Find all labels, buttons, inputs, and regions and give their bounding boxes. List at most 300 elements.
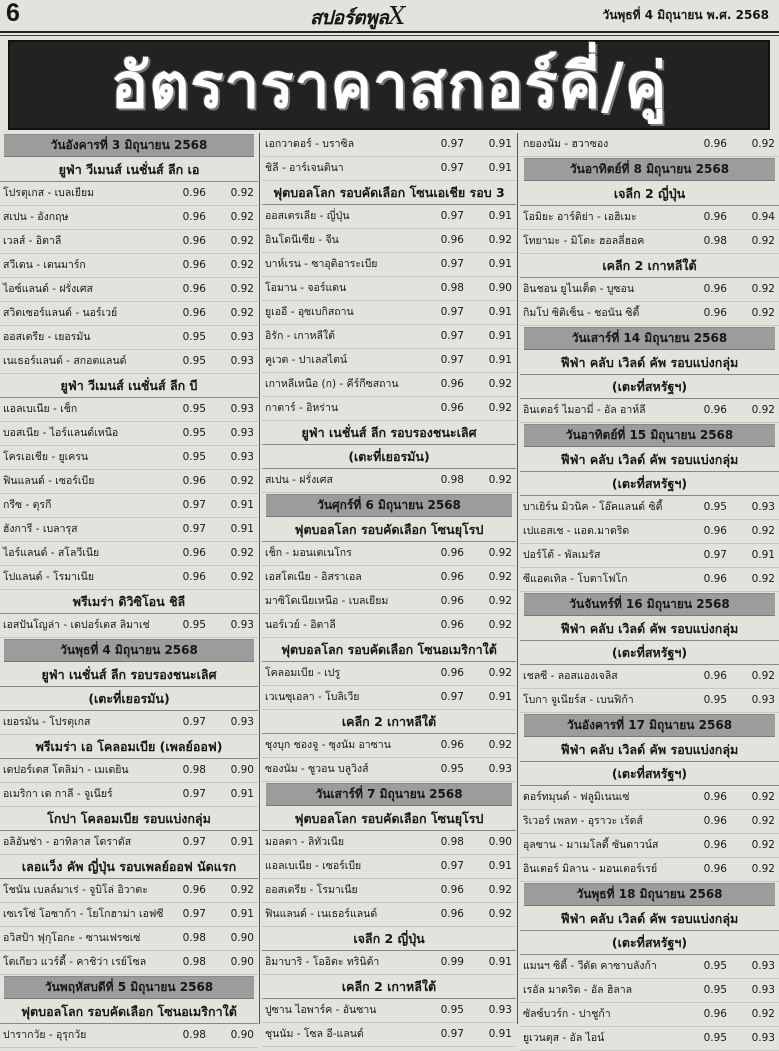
odd-odds: 0.95 [440, 1004, 464, 1016]
even-odds: 0.90 [230, 932, 254, 944]
odd-odds: 0.96 [182, 259, 206, 271]
match-row [262, 614, 516, 638]
match-name: เอสปันโญล่า - เดปอร์เตส ลิมาเช่ [3, 619, 150, 631]
match-row [0, 783, 258, 807]
even-odds: 0.91 [488, 330, 512, 342]
match-name: อินโดนีเซีย - จีน [265, 234, 339, 246]
even-odds: 0.93 [230, 716, 254, 728]
even-odds: 0.93 [751, 694, 775, 706]
match-name: โปรตุเกส - เบลเยียม [3, 187, 95, 199]
match-name: อินเตอร์ มิลาน - มอนเตอร์เรย์ [523, 863, 658, 875]
league-header: ฟุตบอลโลก รอบคัดเลือก โซนยุโรป [262, 518, 516, 542]
league-header: ยูฟ่า เนชั่นส์ ลีก รอบรองชนะเลิศ [262, 421, 516, 445]
odd-odds: 0.96 [703, 839, 727, 851]
even-odds: 0.92 [751, 525, 775, 537]
even-odds: 0.92 [751, 283, 775, 295]
match-name: ซีแอตเทิล - โบตาโฟโก [523, 573, 628, 585]
banner-title: อัตราราคาสกอร์คี่/คู่ [110, 49, 668, 122]
even-odds: 0.92 [230, 884, 254, 896]
column-3 [520, 133, 779, 1044]
date-header: วันเสาร์ที่ 14 มิถุนายน 2568 [524, 327, 775, 350]
match-row [520, 689, 779, 713]
match-name: ฟินแลนด์ - เนเธอร์แลนด์ [265, 908, 378, 920]
odd-odds: 0.95 [703, 501, 727, 513]
match-row [262, 373, 516, 397]
even-odds: 0.90 [488, 836, 512, 848]
even-odds: 0.93 [230, 403, 254, 415]
even-odds: 0.92 [751, 815, 775, 827]
match-name: ออสเตรีย - เยอรมัน [3, 331, 91, 343]
date-header: วันพุธที่ 18 มิถุนายน 2568 [524, 883, 775, 906]
odd-odds: 0.96 [182, 475, 206, 487]
match-row [0, 518, 258, 542]
match-row [0, 206, 258, 230]
even-odds: 0.92 [230, 259, 254, 271]
match-row [262, 542, 516, 566]
header-rule-thin [0, 35, 779, 36]
match-row [0, 254, 258, 278]
even-odds: 0.91 [488, 138, 512, 150]
header-rule [0, 31, 779, 33]
odd-odds: 0.98 [703, 235, 727, 247]
odd-odds: 0.96 [440, 739, 464, 751]
even-odds: 0.91 [488, 162, 512, 174]
match-row [520, 399, 779, 423]
odd-odds: 0.96 [703, 307, 727, 319]
match-row [520, 786, 779, 810]
match-name: ปอร์โต้ - พัลเมรัส [523, 549, 601, 561]
match-name: โอมิยะ อาร์ดิย่า - เอฮิเมะ [523, 211, 637, 223]
odd-odds: 0.96 [440, 619, 464, 631]
match-row [520, 568, 779, 592]
league-header: ยูฟ่า วีเมนส์ เนชั่นส์ ลีก บี [0, 374, 258, 398]
date-header: วันอาทิตย์ที่ 8 มิถุนายน 2568 [524, 158, 775, 181]
even-odds: 0.92 [751, 573, 775, 585]
match-row [262, 397, 516, 421]
odd-odds: 0.95 [182, 403, 206, 415]
odd-odds: 0.96 [703, 211, 727, 223]
match-name: ไอร์แลนด์ - สโลวีเนีย [3, 547, 100, 559]
match-name: ฮังการี - เบลารุส [3, 523, 78, 535]
league-header: ฟีฟ่า คลับ เวิลด์ คัพ รอบแบ่งกลุ่ม [520, 738, 779, 762]
match-name: สเปน - ฝรั่งเศส [265, 474, 333, 486]
match-name: ออสเตรเลีย - ญี่ปุ่น [265, 210, 350, 222]
match-name: อินเตอร์ ไมอามี่ - อัล อาห์ลี [523, 404, 646, 416]
date-header: วันเสาร์ที่ 7 มิถุนายน 2568 [266, 783, 512, 806]
match-name: ชุนนัม - โซล อี-แลนด์ [265, 1028, 364, 1040]
date-header: วันพฤหัสบดีที่ 5 มิถุนายน 2568 [4, 976, 254, 999]
match-name: ออสเตรีย - โรมาเนีย [265, 884, 358, 896]
match-row [0, 614, 258, 638]
match-row [520, 858, 779, 882]
league-header: ฟีฟ่า คลับ เวิลด์ คัพ รอบแบ่งกลุ่ม [520, 907, 779, 931]
date-header: วันศุกร์ที่ 6 มิถุนายน 2568 [266, 494, 512, 517]
match-row [520, 955, 779, 979]
match-row [262, 133, 516, 157]
odd-odds: 0.97 [440, 1028, 464, 1040]
even-odds: 0.92 [230, 307, 254, 319]
even-odds: 0.92 [230, 235, 254, 247]
match-row [262, 999, 516, 1023]
match-name: ซัลซ์บวร์ก - ปาชูก้า [523, 1008, 611, 1020]
match-row [520, 520, 779, 544]
even-odds: 0.90 [230, 764, 254, 776]
odd-odds: 0.97 [182, 908, 206, 920]
match-row [0, 566, 258, 590]
even-odds: 0.92 [488, 571, 512, 583]
match-name: ไอซ์แลนด์ - ฝรั่งเศส [3, 283, 93, 295]
match-name: กิมโป ซิติเซ็น - ชอนัน ซิตี้ [523, 307, 640, 319]
odd-odds: 0.96 [440, 547, 464, 559]
even-odds: 0.92 [488, 595, 512, 607]
match-row [262, 686, 516, 710]
even-odds: 0.93 [488, 763, 512, 775]
odd-odds: 0.97 [703, 549, 727, 561]
even-odds: 0.92 [488, 378, 512, 390]
odd-odds: 0.98 [440, 836, 464, 848]
match-name: กรีซ - ตุรกี [3, 499, 52, 511]
match-name: ชิลี - อาร์เจนตินา [265, 162, 344, 174]
match-name: เอกวาดอร์ - บราซิล [265, 138, 355, 150]
column-1 [0, 133, 258, 1041]
match-row [262, 855, 516, 879]
match-row [262, 662, 516, 686]
odd-odds: 0.97 [440, 354, 464, 366]
match-row [0, 422, 258, 446]
even-odds: 0.91 [488, 354, 512, 366]
match-name: เยอรมัน - โปรตุเกส [3, 716, 91, 728]
logo-text: สปอร์ตพูล [310, 7, 389, 29]
odd-odds: 0.96 [182, 547, 206, 559]
match-name: สวิตเซอร์แลนด์ - นอร์เวย์ [3, 307, 118, 319]
match-name: เชลซี - ลอสแองเจลิส [523, 670, 618, 682]
odd-odds: 0.97 [440, 258, 464, 270]
date-header: วันอังคารที่ 17 มิถุนายน 2568 [524, 714, 775, 737]
league-header: ฟีฟ่า คลับ เวิลด์ คัพ รอบแบ่งกลุ่ม [520, 448, 779, 472]
even-odds: 0.92 [230, 475, 254, 487]
match-row [262, 566, 516, 590]
league-header: (เตะที่เยอรมัน) [0, 687, 258, 711]
match-name: โคลอมเบีย - เปรู [265, 667, 341, 679]
even-odds: 0.91 [488, 860, 512, 872]
even-odds: 0.92 [751, 863, 775, 875]
even-odds: 0.93 [488, 1004, 512, 1016]
match-row [0, 398, 258, 422]
odd-odds: 0.95 [703, 960, 727, 972]
match-row [0, 951, 258, 975]
odd-odds: 0.97 [182, 716, 206, 728]
match-row [520, 206, 779, 230]
match-row [520, 230, 779, 254]
odd-odds: 0.98 [182, 932, 206, 944]
odd-odds: 0.96 [440, 378, 464, 390]
odd-odds: 0.95 [182, 355, 206, 367]
even-odds: 0.93 [751, 1032, 775, 1044]
league-header: (เตะที่สหรัฐฯ) [520, 641, 779, 665]
even-odds: 0.93 [230, 619, 254, 631]
match-name: ยูเออี - อุซเบกิสถาน [265, 306, 354, 318]
date-header: วันพุธที่ 4 มิถุนายน 2568 [4, 639, 254, 662]
match-row [0, 446, 258, 470]
league-header: พรีเมร่า ดิวิซิโอน ชิลี [0, 590, 258, 614]
match-name: คูเวต - ปาเลสไตน์ [265, 354, 348, 366]
match-name: มาซิโดเนียเหนือ - เบลเยียม [265, 595, 389, 607]
match-name: เกาหลีเหนือ (ก) - คีร์กีซสถาน [265, 378, 399, 390]
league-header: (เตะที่เยอรมัน) [262, 445, 516, 469]
date-header: วันอาทิตย์ที่ 15 มิถุนายน 2568 [524, 424, 775, 447]
even-odds: 0.91 [230, 523, 254, 535]
match-name: เนเธอร์แลนด์ - สกอตแลนด์ [3, 355, 127, 367]
odd-odds: 0.96 [703, 283, 727, 295]
odd-odds: 0.95 [703, 1032, 727, 1044]
match-row [0, 182, 258, 206]
match-row [262, 301, 516, 325]
even-odds: 0.92 [751, 791, 775, 803]
odd-odds: 0.96 [440, 667, 464, 679]
match-row [0, 494, 258, 518]
odd-odds: 0.96 [703, 404, 727, 416]
odd-odds: 0.96 [703, 573, 727, 585]
league-header: ฟีฟ่า คลับ เวิลด์ คัพ รอบแบ่งกลุ่ม [520, 351, 779, 375]
match-row [0, 350, 258, 374]
even-odds: 0.91 [230, 788, 254, 800]
match-row [0, 302, 258, 326]
odd-odds: 0.98 [182, 764, 206, 776]
odd-odds: 0.96 [703, 863, 727, 875]
league-header: ฟีฟ่า คลับ เวิลด์ คัพ รอบแบ่งกลุ่ม [520, 617, 779, 641]
match-name: นอร์เวย์ - อิตาลี [265, 619, 336, 631]
even-odds: 0.91 [488, 258, 512, 270]
page-number: 6 [6, 0, 20, 27]
even-odds: 0.92 [488, 739, 512, 751]
match-row [262, 1023, 516, 1047]
match-name: เรอัล มาดริด - อัล ฮิลาล [523, 984, 633, 996]
match-name: อิมาบาริ - โออิตะ ทรินิต้า [265, 956, 380, 968]
odd-odds: 0.96 [182, 235, 206, 247]
odd-odds: 0.96 [440, 234, 464, 246]
match-name: สวีเดน - เดนมาร์ก [3, 259, 86, 271]
league-header: เจลีก 2 ญี่ปุ่น [262, 927, 516, 951]
even-odds: 0.91 [230, 836, 254, 848]
match-row [262, 903, 516, 927]
even-odds: 0.90 [230, 1029, 254, 1041]
match-row [520, 278, 779, 302]
odd-odds: 0.95 [182, 619, 206, 631]
odd-odds: 0.98 [440, 282, 464, 294]
odd-odds: 0.95 [703, 984, 727, 996]
match-name: ปารากวัย - อุรุกวัย [3, 1029, 87, 1041]
match-name: โบกา จูเนียร์ส - เบนฟิก้า [523, 694, 634, 706]
even-odds: 0.92 [751, 839, 775, 851]
odd-odds: 0.95 [182, 427, 206, 439]
match-name: กยองนัม - ฮวาซอง [523, 138, 609, 150]
match-row [262, 277, 516, 301]
match-row [262, 951, 516, 975]
even-odds: 0.92 [488, 234, 512, 246]
odd-odds: 0.96 [182, 884, 206, 896]
match-name: โทยามะ - มิโตะ ฮอลลี่ฮอค [523, 235, 645, 247]
match-name: อเมริกา เด กาลี - จูเนียร์ [3, 788, 113, 800]
odd-odds: 0.96 [182, 571, 206, 583]
match-row [520, 1027, 779, 1051]
column-divider [517, 133, 518, 1024]
even-odds: 0.92 [230, 211, 254, 223]
even-odds: 0.92 [751, 1008, 775, 1020]
even-odds: 0.92 [751, 670, 775, 682]
match-row [0, 1024, 258, 1048]
odd-odds: 0.97 [440, 691, 464, 703]
match-row [520, 979, 779, 1003]
even-odds: 0.93 [751, 984, 775, 996]
even-odds: 0.92 [230, 571, 254, 583]
odd-odds: 0.96 [440, 595, 464, 607]
even-odds: 0.92 [488, 474, 512, 486]
even-odds: 0.93 [230, 355, 254, 367]
match-name: มอลตา - ลิทัวเนีย [265, 836, 345, 848]
match-row [262, 879, 516, 903]
odd-odds: 0.96 [440, 571, 464, 583]
even-odds: 0.91 [488, 1028, 512, 1040]
league-header: ฟุตบอลโลก รอบคัดเลือก โซนเอเชีย รอบ 3 [262, 181, 516, 205]
match-name: เวลส์ - อิตาลี [3, 235, 62, 247]
odd-odds: 0.98 [182, 1029, 206, 1041]
odd-odds: 0.97 [440, 210, 464, 222]
match-row [262, 205, 516, 229]
league-header: ฟุตบอลโลก รอบคัดเลือก โซนอเมริกาใต้ [0, 1000, 258, 1024]
odd-odds: 0.95 [182, 451, 206, 463]
match-name: ปูซาน ไอพาร์ค - อันซาน [265, 1004, 377, 1016]
league-header: ฟุตบอลโลก รอบคัดเลือก โซนอเมริกาใต้ [262, 638, 516, 662]
odd-odds: 0.96 [703, 1008, 727, 1020]
odd-odds: 0.97 [440, 306, 464, 318]
match-row [0, 759, 258, 783]
match-row [520, 496, 779, 520]
date-header: วันอังคารที่ 3 มิถุนายน 2568 [4, 134, 254, 157]
match-name: โครเอเชีย - ยูเครน [3, 451, 89, 463]
odd-odds: 0.97 [440, 138, 464, 150]
odd-odds: 0.95 [703, 694, 727, 706]
even-odds: 0.93 [230, 427, 254, 439]
match-row [262, 229, 516, 253]
even-odds: 0.92 [751, 235, 775, 247]
odd-odds: 0.97 [440, 162, 464, 174]
odd-odds: 0.96 [182, 283, 206, 295]
even-odds: 0.92 [488, 619, 512, 631]
even-odds: 0.93 [230, 451, 254, 463]
match-row [262, 758, 516, 782]
match-name: ฟินแลนด์ - เซอร์เบีย [3, 475, 95, 487]
even-odds: 0.92 [751, 307, 775, 319]
even-odds: 0.92 [488, 402, 512, 414]
even-odds: 0.90 [488, 282, 512, 294]
match-name: แอลเบเนีย - เช็ก [3, 403, 78, 415]
odd-odds: 0.97 [182, 788, 206, 800]
odd-odds: 0.98 [440, 474, 464, 486]
even-odds: 0.93 [230, 331, 254, 343]
odd-odds: 0.96 [703, 815, 727, 827]
odd-odds: 0.96 [440, 884, 464, 896]
match-name: ซองนัม - ซูวอน บลูวิงส์ [265, 763, 369, 775]
match-name: แมนฯ ซิตี้ - วีดัด คาซาบลังก้า [523, 960, 657, 972]
match-row [262, 590, 516, 614]
league-header: เคลีก 2 เกาหลีใต้ [262, 975, 516, 999]
match-name: สเปน - อังกฤษ [3, 211, 69, 223]
odd-odds: 0.97 [440, 330, 464, 342]
match-name: ชุงบุก ชองจู - ซุงนัม อาซาน [265, 739, 391, 751]
odd-odds: 0.96 [703, 791, 727, 803]
odd-odds: 0.95 [182, 331, 206, 343]
even-odds: 0.93 [751, 960, 775, 972]
match-row [520, 302, 779, 326]
league-header: เคลีก 2 เกาหลีใต้ [262, 710, 516, 734]
match-row [520, 133, 779, 157]
odd-odds: 0.98 [182, 956, 206, 968]
even-odds: 0.92 [751, 138, 775, 150]
even-odds: 0.91 [751, 549, 775, 561]
match-row [520, 544, 779, 568]
match-name: อุลซาน - มาเมโลดี้ ซันดาวน์ส [523, 839, 659, 851]
league-header: (เตะที่สหรัฐฯ) [520, 472, 779, 496]
match-row [520, 1003, 779, 1027]
issue-date: วันพุธที่ 4 มิถุนายน พ.ศ. 2568 [602, 8, 769, 22]
match-name: อินชอน ยูไนเต็ด - บูซอน [523, 283, 635, 295]
match-row [0, 831, 258, 855]
league-header: (เตะที่สหรัฐฯ) [520, 762, 779, 786]
match-name: อลิอันซ่า - อาทิลาส โดราดัส [3, 836, 132, 848]
league-header: พรีเมร่า เอ โคลอมเบีย (เพลย์ออฟ) [0, 735, 258, 759]
match-name: โอมาน - จอร์แดน [265, 282, 347, 294]
match-name: โชนัน เบลล์มาเร่ - จูบิโล่ อิวาตะ [3, 884, 148, 896]
match-row [262, 734, 516, 758]
league-header: โกปา โคลอมเบีย รอบแบ่งกลุ่ม [0, 807, 258, 831]
match-name: ริเวอร์ เพลท - อุราวะ เร้ดส์ [523, 815, 643, 827]
match-row [262, 253, 516, 277]
match-row [0, 903, 258, 927]
match-name: อวิสป้า ฟุกุโอกะ - ซานเฟรซเซ่ [3, 932, 141, 944]
match-name: เช็ก - มอนเตเนโกร [265, 547, 352, 559]
match-name: บาห์เรน - ซาอุดิอาระเบีย [265, 258, 378, 270]
match-name: อิรัก - เกาหลีใต้ [265, 330, 335, 342]
even-odds: 0.92 [751, 404, 775, 416]
match-row [262, 349, 516, 373]
match-name: เปแอสเช - แอต.มาดริด [523, 525, 630, 537]
odd-odds: 0.96 [440, 402, 464, 414]
match-name: กาตาร์ - อิหร่าน [265, 402, 339, 414]
odd-odds: 0.99 [440, 956, 464, 968]
match-name: เดปอร์เตส โตลิม่า - เมเดยิน [3, 764, 129, 776]
match-name: เวเนซุเอลา - โบลิเวีย [265, 691, 360, 703]
match-name: บอสเนีย - ไอร์แลนด์เหนือ [3, 427, 119, 439]
match-name: ดอร์ทมุนด์ - ฟลูมิเนนเซ่ [523, 791, 630, 803]
match-row [0, 230, 258, 254]
match-row [520, 834, 779, 858]
even-odds: 0.91 [230, 908, 254, 920]
even-odds: 0.92 [230, 547, 254, 559]
even-odds: 0.93 [751, 501, 775, 513]
match-row [262, 325, 516, 349]
match-row [520, 810, 779, 834]
odd-odds: 0.96 [182, 211, 206, 223]
match-row [0, 470, 258, 494]
match-name: แอลเบเนีย - เซอร์เบีย [265, 860, 362, 872]
logo-x: X [388, 2, 405, 30]
league-header: เจลีก 2 ญี่ปุ่น [520, 182, 779, 206]
match-row [0, 711, 258, 735]
even-odds: 0.92 [488, 667, 512, 679]
odd-odds: 0.96 [703, 670, 727, 682]
odd-odds: 0.96 [703, 525, 727, 537]
match-name: โปแลนด์ - โรมาเนีย [3, 571, 94, 583]
